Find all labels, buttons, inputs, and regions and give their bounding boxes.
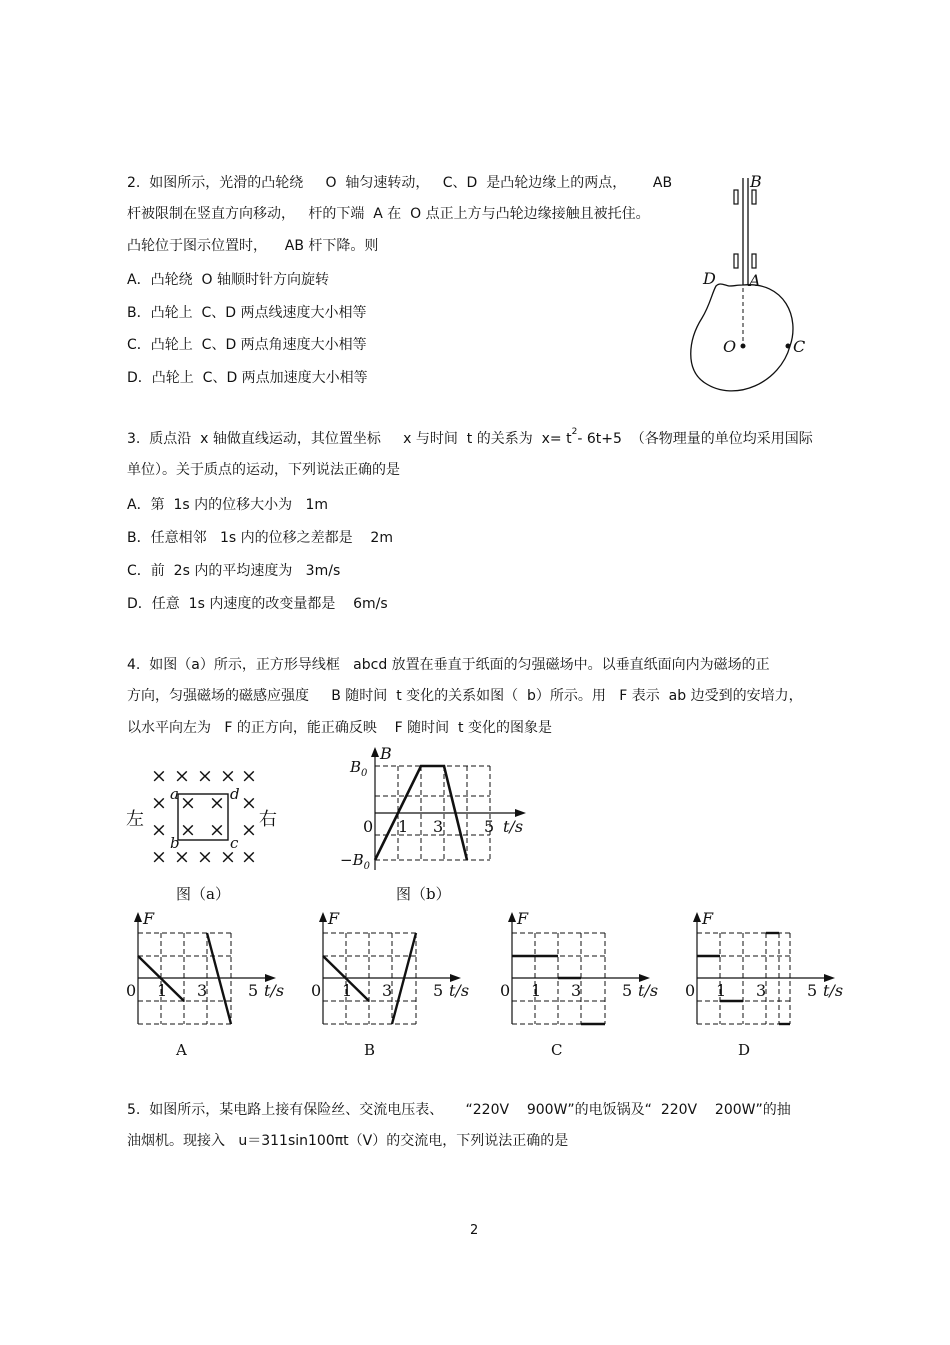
label-b: b <box>170 834 180 852</box>
label-c: c <box>230 834 239 852</box>
q2-option-b: B．凸轮上 C、D 两点线速度大小相等 <box>127 305 367 321</box>
graph-d-ylabel: F <box>702 909 714 928</box>
q3-line1-sup: 2 <box>571 427 578 437</box>
graph-a-ylabel: F <box>143 909 155 928</box>
b0-sub: 0 <box>361 768 368 779</box>
cross: × <box>151 792 167 814</box>
cross: × <box>197 765 213 787</box>
cross: × <box>151 819 167 841</box>
cross: × <box>220 765 236 787</box>
cam-figure <box>680 168 820 403</box>
tick-1: 1 <box>398 817 409 836</box>
graph-b-tick-3: 3 <box>382 981 393 1000</box>
negb0-main: −B <box>340 851 364 869</box>
label-d: d <box>230 785 240 803</box>
graph-c-ylabel: F <box>517 909 529 928</box>
graph-c-tunit: t/s <box>638 981 659 1000</box>
cross: × <box>180 819 196 841</box>
graph-b-tick-5: 5 <box>433 981 444 1000</box>
graph-d-tick-5: 5 <box>807 981 818 1000</box>
q3-line1 <box>127 427 813 450</box>
q3-option-c: C．前 2s 内的平均速度为 3m/s <box>127 563 341 579</box>
cross: × <box>180 792 196 814</box>
label-left: 左 <box>126 809 144 830</box>
graph-a <box>120 908 300 1028</box>
tick-5: 5 <box>484 817 495 836</box>
graph-a-tick-5: 5 <box>248 981 259 1000</box>
negb0-sub: 0 <box>363 861 370 872</box>
graph-c-tick-5: 5 <box>622 981 633 1000</box>
b0-main: B <box>350 758 362 776</box>
cross: × <box>241 846 257 868</box>
label-right: 右 <box>259 809 277 830</box>
graph-d-tick-1: 1 <box>716 981 727 1000</box>
q2-line1: 2. 如图所示，光滑的凸轮绕 O 轴匀速转动， C、D 是凸轮边缘上的两点， AB <box>127 175 673 191</box>
q2-option-a: A．凸轮绕 O 轴顺时针方向旋转 <box>127 272 329 288</box>
figure-b <box>340 745 540 875</box>
graph-d-origin: 0 <box>685 981 696 1000</box>
graph-d <box>679 908 859 1028</box>
ylabel-B: B <box>380 744 392 763</box>
q2-option-d: D．凸轮上 C、D 两点加速度大小相等 <box>127 370 368 386</box>
graph-a-tunit: t/s <box>264 981 285 1000</box>
cross: × <box>197 846 213 868</box>
q3-line1-b: - 6t+5 （各物理量的单位均采用国际 <box>577 431 813 447</box>
graph-d-tick-3: 3 <box>756 981 767 1000</box>
origin-0: 0 <box>363 817 374 836</box>
q3-line1-a: 3. 质点沿 x 轴做直线运动，其位置坐标 x 与时间 t 的关系为 x= t <box>127 431 572 447</box>
page-number: 2 <box>470 1223 479 1238</box>
q3-option-d: D．任意 1s 内速度的改变量都是 6m/s <box>127 596 388 612</box>
caption-fig-b: 图（b） <box>396 885 451 903</box>
graph-d-tunit: t/s <box>823 981 844 1000</box>
cross: × <box>209 792 225 814</box>
q2-option-c: C．凸轮上 C、D 两点角速度大小相等 <box>127 337 367 353</box>
q4-line1: 4. 如图（a）所示，正方形导线框 abcd 放置在垂直于纸面的匀强磁场中。以垂直纸面向内为磁场的正 <box>127 657 770 673</box>
graph-c-tick-3: 3 <box>571 981 582 1000</box>
graph-c-label: C <box>551 1041 563 1059</box>
caption-fig-a: 图（a） <box>176 885 230 903</box>
label-b0 <box>349 758 368 779</box>
graph-a-tick-1: 1 <box>157 981 168 1000</box>
graph-a-label: A <box>176 1041 187 1059</box>
q3-line2: 单位）。关于质点的运动，下列说法正确的是 <box>127 462 400 478</box>
figure-a <box>125 762 285 872</box>
q2-line2: 杆被限制在竖直方向移动， 杆的下端 A 在 O 点正上方与凸轮边缘接触且被托住。 <box>127 206 650 222</box>
label-D: D <box>703 269 716 288</box>
cross: × <box>209 819 225 841</box>
label-neg-b0 <box>340 851 371 872</box>
graph-b-tick-1: 1 <box>342 981 353 1000</box>
q4-line3: 以水平向左为 F 的正方向，能正确反映 F 随时间 t 变化的图象是 <box>127 720 552 736</box>
cross: × <box>174 846 190 868</box>
tick-3: 3 <box>433 817 444 836</box>
q3-option-a: A．第 1s 内的位移大小为 1m <box>127 497 329 513</box>
q5-line2: 油烟机。现接入 u＝311sin100πt（V）的交流电，下列说法正确的是 <box>127 1133 569 1149</box>
graph-c-tick-1: 1 <box>531 981 542 1000</box>
graph-a-tick-3: 3 <box>197 981 208 1000</box>
q2-line3: 凸轮位于图示位置时， AB 杆下降。则 <box>127 238 379 254</box>
graph-b <box>305 908 485 1028</box>
q3-option-b: B．任意相邻 1s 内的位移之差都是 2m <box>127 530 393 546</box>
graph-b-ylabel: F <box>328 909 340 928</box>
cross: × <box>220 846 236 868</box>
cross: × <box>174 765 190 787</box>
q5-line1: 5. 如图所示，某电路上接有保险丝、交流电压表、 “220V 900W”的电饭锅及“ 220V 200W”的抽 <box>127 1102 791 1118</box>
cross: × <box>241 765 257 787</box>
label-a: a <box>170 785 179 803</box>
axis-t-unit: t/s <box>503 817 524 836</box>
cross: × <box>151 765 167 787</box>
graph-c <box>494 908 674 1028</box>
cross: × <box>241 792 257 814</box>
cross: × <box>241 819 257 841</box>
graph-b-origin: 0 <box>311 981 322 1000</box>
graph-d-label: D <box>738 1041 751 1059</box>
graph-b-label: B <box>364 1041 376 1059</box>
label-O: O <box>723 337 737 356</box>
graph-c-origin: 0 <box>500 981 511 1000</box>
label-C: C <box>793 337 806 356</box>
graph-a-origin: 0 <box>126 981 137 1000</box>
q4-line2: 方向，匀强磁场的磁感应强度 B 随时间 t 变化的关系如图（ b）所示。用 F 表示 ab 边受到的安培力， <box>127 688 803 704</box>
label-B: B <box>750 172 762 191</box>
cross: × <box>151 846 167 868</box>
graph-b-tunit: t/s <box>449 981 470 1000</box>
label-A: A <box>749 271 761 290</box>
